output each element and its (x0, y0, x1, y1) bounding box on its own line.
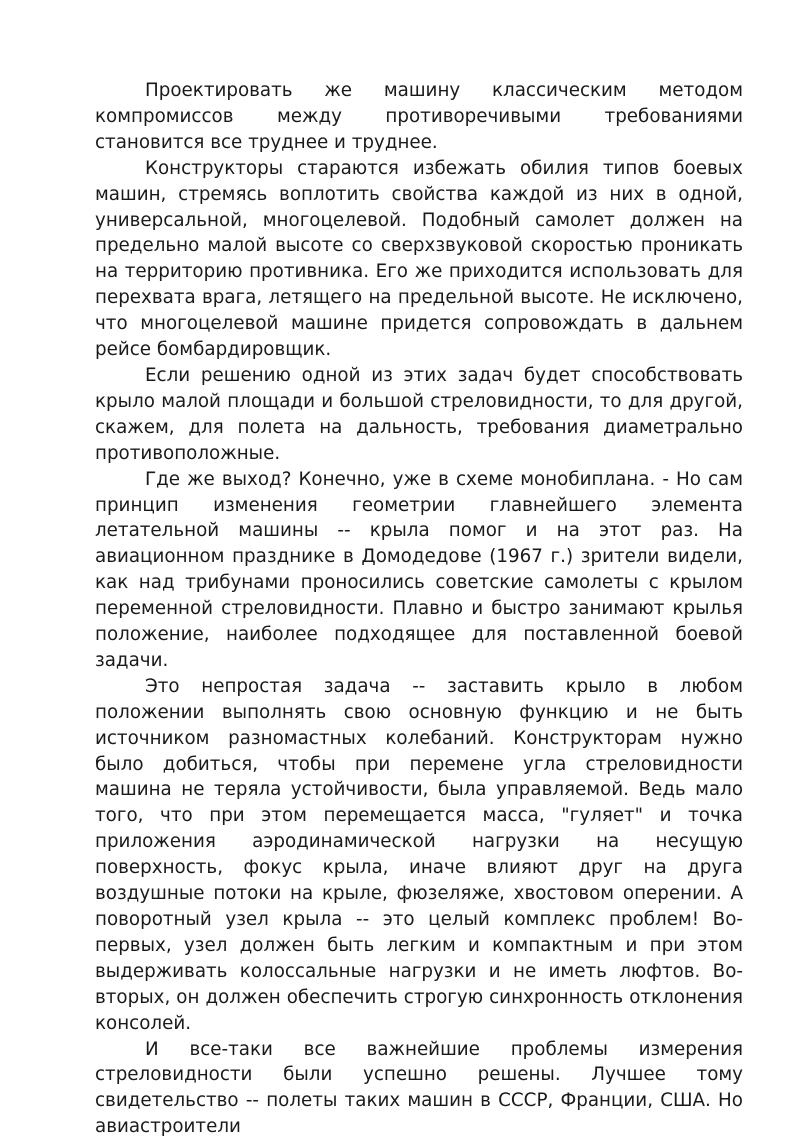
paragraph-4: Где же выход? Конечно, уже в схеме монобиплана. - Но сам принцип изменения геометрии главнейшего элемента летательной машины -- крыла помог и на этот раз. На авиационном празднике в Домодедове (1967 г.) зрители видели, как над трибунами проносились советские самолеты с крылом переменной стреловидности. Плавно и быстро занимают крылья положение, наиболее подходящее для поставленной боевой задачи. (95, 468, 743, 671)
paragraph-2: Конструкторы стараются избежать обилия типов боевых машин, стремясь воплотить свойства каждой из них в одной, универсальной, многоцелевой. Подобный самолет должен на предельно малой высоте со сверхзвуковой скоростью проникать на территорию противника. Его же приходится использовать для перехвата врага, летящего на предельной высоте. Не исключено, что многоцелевой машине придется сопровождать в дальнем рейсе бомбардировщик. (95, 157, 743, 361)
paragraph-3: Если решению одной из этих задач будет способствовать крыло малой площади и большой стреловидности, то для другой, скажем, для полета на дальность, требования диаметрально противоположные. (95, 364, 743, 464)
paragraph-6: И все-таки все важнейшие проблемы измерения стреловидности были успешно решены. Лучшее тому свидетельство -- полеты таких машин в СССР, Франции, США. Но авиастроители (95, 1038, 743, 1138)
paragraph-1: Проектировать же машину классическим методом компромиссов между противоречивыми требованиями становится все труднее и труднее. (95, 80, 743, 153)
document-page (95, 78, 743, 1140)
paragraph-5: Это непростая задача -- заставить крыло в любом положении выполнять свою основную функцию и не быть источником разномастных колебаний. Конструкторам нужно было добиться, чтобы при перемене угла стреловидности машина не теряла устойчивости, была управляемой. Ведь мало того, что при этом перемещается масса, "гуляет" и точка приложения аэродинамической нагрузки на несущую поверхность, фокус крыла, иначе влияют друг на друга воздушные потоки на крыле, фюзеляже, хвостовом оперении. А поворотный узел крыла -- это целый комплекс проблем! Во-первых, узел должен быть легким и компактным и при этом выдерживать колоссальные нагрузки и не иметь люфтов. Во-вторых, он должен обеспечить строгую синхронность отклонения консолей. (95, 675, 743, 1034)
